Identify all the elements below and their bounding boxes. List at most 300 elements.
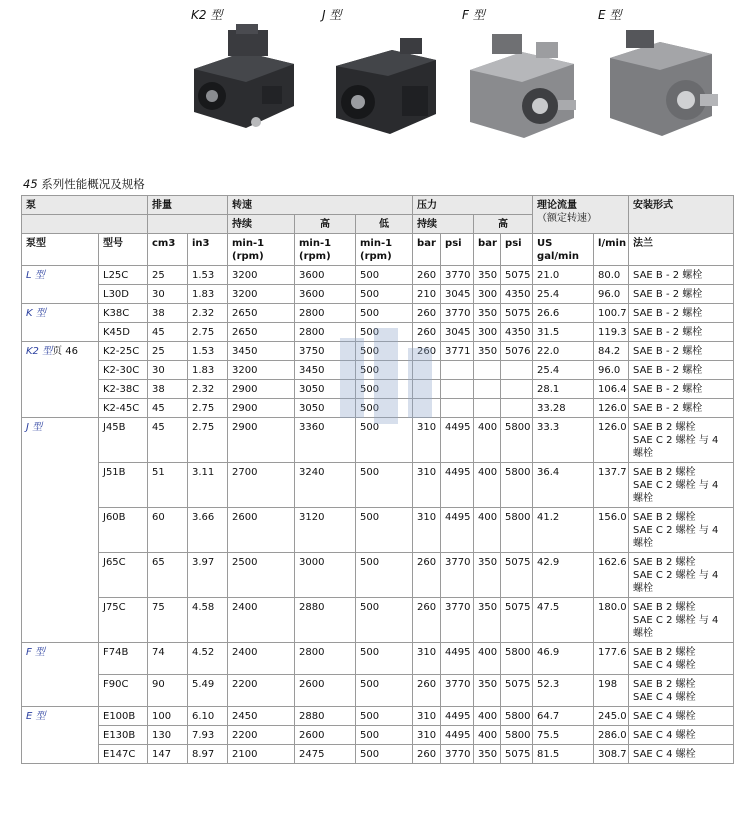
bar1-cell: 310	[413, 707, 441, 726]
bar1-cell: 310	[413, 508, 441, 553]
header-in3: in3	[188, 234, 228, 266]
cont-cell: 3200	[228, 361, 295, 380]
cont-cell: 3200	[228, 285, 295, 304]
lmin-cell: 162.6	[594, 553, 629, 598]
model-cell: J60B	[99, 508, 148, 553]
psi1-cell: 4495	[441, 643, 474, 675]
psi1-cell	[441, 361, 474, 380]
bar1-cell	[413, 399, 441, 418]
psi2-cell	[501, 361, 533, 380]
low-cell: 500	[356, 418, 413, 463]
model-cell: J75C	[99, 598, 148, 643]
high-cell: 3000	[295, 553, 356, 598]
psi2-cell: 5800	[501, 508, 533, 553]
table-row	[22, 342, 734, 361]
lmin-cell: 308.7	[594, 745, 629, 764]
low-cell: 500	[356, 553, 413, 598]
table-row	[22, 304, 734, 323]
bar2-cell: 300	[474, 323, 501, 342]
gal-cell: 75.5	[533, 726, 594, 745]
model-cell: E147C	[99, 745, 148, 764]
psi1-cell: 4495	[441, 418, 474, 463]
header-pressure: 压力	[413, 196, 533, 215]
bar2-cell: 350	[474, 304, 501, 323]
psi1-cell: 3770	[441, 304, 474, 323]
high-cell: 3120	[295, 508, 356, 553]
cm3-cell: 25	[148, 266, 188, 285]
cm3-cell: 75	[148, 598, 188, 643]
gal-cell: 42.9	[533, 553, 594, 598]
mount-cell: SAE C 4 螺栓	[629, 745, 734, 764]
header-model: 型号	[99, 234, 148, 266]
high-cell: 3450	[295, 361, 356, 380]
psi2-cell: 5800	[501, 726, 533, 745]
model-cell: L30D	[99, 285, 148, 304]
cm3-cell: 60	[148, 508, 188, 553]
psi2-cell: 5076	[501, 342, 533, 361]
pump-type-link[interactable]: K2 型	[26, 346, 53, 357]
low-cell: 500	[356, 598, 413, 643]
model-cell: K2-38C	[99, 380, 148, 399]
model-cell: F90C	[99, 675, 148, 707]
header-flow	[533, 196, 629, 234]
high-cell: 3240	[295, 463, 356, 508]
psi2-cell	[501, 399, 533, 418]
psi2-cell: 5800	[501, 707, 533, 726]
model-cell: K38C	[99, 304, 148, 323]
in3-cell: 4.58	[188, 598, 228, 643]
bar1-cell: 260	[413, 266, 441, 285]
table-row	[22, 726, 734, 745]
mount-cell: SAE B 2 螺栓 SAE C 2 螺栓 与 4 螺栓	[629, 463, 734, 508]
in3-cell: 5.49	[188, 675, 228, 707]
bar1-cell: 260	[413, 675, 441, 707]
mount-cell: SAE B 2 螺栓 SAE C 2 螺栓 与 4 螺栓	[629, 553, 734, 598]
high-cell: 2475	[295, 745, 356, 764]
table-row	[22, 380, 734, 399]
high-cell: 2600	[295, 726, 356, 745]
header-rpm-low: min-1 (rpm)	[356, 234, 413, 266]
model-cell: J45B	[99, 418, 148, 463]
model-cell: L25C	[99, 266, 148, 285]
pump-type-cell	[22, 643, 99, 707]
header-row-3	[22, 234, 734, 266]
low-cell: 500	[356, 726, 413, 745]
cont-cell: 2200	[228, 726, 295, 745]
lmin-cell: 137.7	[594, 463, 629, 508]
low-cell: 500	[356, 304, 413, 323]
bar1-cell: 260	[413, 745, 441, 764]
psi2-cell: 5800	[501, 643, 533, 675]
pump-f-image	[462, 30, 580, 142]
cont-cell: 2900	[228, 399, 295, 418]
bar2-cell: 400	[474, 463, 501, 508]
cm3-cell: 38	[148, 380, 188, 399]
lmin-cell: 106.4	[594, 380, 629, 399]
mount-cell: SAE C 4 螺栓	[629, 707, 734, 726]
lmin-cell: 96.0	[594, 361, 629, 380]
gal-cell: 64.7	[533, 707, 594, 726]
cm3-cell: 38	[148, 304, 188, 323]
cont-cell: 2450	[228, 707, 295, 726]
psi2-cell: 5075	[501, 304, 533, 323]
section-title-text: 系列性能概况及规格	[37, 177, 145, 191]
in3-cell: 3.97	[188, 553, 228, 598]
gal-cell: 21.0	[533, 266, 594, 285]
lmin-cell: 156.0	[594, 508, 629, 553]
model-cell: J65C	[99, 553, 148, 598]
in3-cell: 4.52	[188, 643, 228, 675]
in3-cell: 2.75	[188, 323, 228, 342]
mount-cell: SAE B 2 螺栓 SAE C 2 螺栓 与 4 螺栓	[629, 508, 734, 553]
model-cell: J51B	[99, 463, 148, 508]
gal-cell: 46.9	[533, 643, 594, 675]
in3-cell: 1.83	[188, 361, 228, 380]
in3-cell: 3.66	[188, 508, 228, 553]
section-title	[23, 176, 145, 192]
bar2-cell	[474, 380, 501, 399]
lmin-cell: 286.0	[594, 726, 629, 745]
cont-cell: 3200	[228, 266, 295, 285]
header-lmin: l/min	[594, 234, 629, 266]
low-cell: 500	[356, 745, 413, 764]
low-cell: 500	[356, 266, 413, 285]
table-row	[22, 508, 734, 553]
cont-cell: 3450	[228, 342, 295, 361]
high-cell: 2600	[295, 675, 356, 707]
cm3-cell: 147	[148, 745, 188, 764]
header-rpm-high: min-1 (rpm)	[295, 234, 356, 266]
bar1-cell	[413, 380, 441, 399]
lmin-cell: 84.2	[594, 342, 629, 361]
bar2-cell: 350	[474, 745, 501, 764]
gal-cell: 25.4	[533, 285, 594, 304]
pump-type-page-ref: 页 46	[52, 346, 79, 357]
cont-cell: 2650	[228, 304, 295, 323]
lmin-cell: 126.0	[594, 399, 629, 418]
in3-cell: 2.32	[188, 380, 228, 399]
low-cell: 500	[356, 361, 413, 380]
header-speed: 转速	[228, 196, 413, 215]
psi2-cell: 5800	[501, 418, 533, 463]
psi1-cell: 4495	[441, 508, 474, 553]
psi1-cell: 3770	[441, 598, 474, 643]
table-row	[22, 675, 734, 707]
lmin-cell: 245.0	[594, 707, 629, 726]
bar1-cell: 260	[413, 553, 441, 598]
cm3-cell: 45	[148, 418, 188, 463]
gal-cell: 41.2	[533, 508, 594, 553]
psi1-cell: 3045	[441, 323, 474, 342]
pump-type-link[interactable]: E 型	[26, 711, 46, 722]
psi1-cell: 3770	[441, 266, 474, 285]
gal-cell: 25.4	[533, 361, 594, 380]
in3-cell: 6.10	[188, 707, 228, 726]
header-bar2: bar	[474, 234, 501, 266]
in3-cell: 8.97	[188, 745, 228, 764]
cm3-cell: 100	[148, 707, 188, 726]
psi1-cell: 3770	[441, 553, 474, 598]
photo-caption-f: F 型	[462, 8, 485, 22]
bar2-cell: 400	[474, 707, 501, 726]
product-photos	[0, 0, 749, 170]
header-pump: 泵	[22, 196, 148, 215]
bar1-cell: 310	[413, 418, 441, 463]
cm3-cell: 45	[148, 399, 188, 418]
low-cell: 500	[356, 399, 413, 418]
header-low: 低	[356, 215, 413, 234]
gal-cell: 22.0	[533, 342, 594, 361]
in3-cell: 7.93	[188, 726, 228, 745]
bar2-cell	[474, 399, 501, 418]
psi2-cell	[501, 380, 533, 399]
cont-cell: 2600	[228, 508, 295, 553]
model-cell: E100B	[99, 707, 148, 726]
gal-cell: 31.5	[533, 323, 594, 342]
photo-caption-e: E 型	[598, 8, 622, 22]
model-cell: E130B	[99, 726, 148, 745]
gal-cell: 52.3	[533, 675, 594, 707]
psi2-cell: 5075	[501, 266, 533, 285]
in3-cell: 1.83	[188, 285, 228, 304]
bar2-cell: 300	[474, 285, 501, 304]
pump-type-cell	[22, 707, 99, 764]
pump-type-cell	[22, 342, 99, 418]
psi2-cell: 5075	[501, 598, 533, 643]
high-cell: 3050	[295, 380, 356, 399]
mount-cell: SAE B 2 螺栓 SAE C 4 螺栓	[629, 675, 734, 707]
high-cell: 2800	[295, 323, 356, 342]
photo-caption-j: J 型	[322, 8, 342, 22]
pump-e-image	[602, 28, 720, 140]
mount-cell: SAE C 4 螺栓	[629, 726, 734, 745]
mount-cell: SAE B - 2 螺栓	[629, 361, 734, 380]
header-pump-blank	[22, 215, 148, 234]
high-cell: 3360	[295, 418, 356, 463]
model-cell: K2-45C	[99, 399, 148, 418]
pump-k2-image	[184, 24, 302, 134]
high-cell: 2800	[295, 643, 356, 675]
table-row	[22, 361, 734, 380]
table-row	[22, 643, 734, 675]
in3-cell: 2.75	[188, 418, 228, 463]
table-row	[22, 745, 734, 764]
header-usgal: US gal/min	[533, 234, 594, 266]
bar2-cell: 350	[474, 598, 501, 643]
cont-cell: 2650	[228, 323, 295, 342]
model-cell: K45D	[99, 323, 148, 342]
section-number: 45	[23, 177, 38, 191]
model-cell: K2-25C	[99, 342, 148, 361]
cont-cell: 2100	[228, 745, 295, 764]
high-cell: 2800	[295, 304, 356, 323]
bar2-cell: 400	[474, 726, 501, 745]
low-cell: 500	[356, 323, 413, 342]
mount-cell: SAE B - 2 螺栓	[629, 399, 734, 418]
lmin-cell: 177.6	[594, 643, 629, 675]
psi2-cell: 4350	[501, 323, 533, 342]
low-cell: 500	[356, 463, 413, 508]
mount-cell: SAE B 2 螺栓 SAE C 2 螺栓 与 4 螺栓	[629, 418, 734, 463]
cm3-cell: 90	[148, 675, 188, 707]
mount-cell: SAE B - 2 螺栓	[629, 266, 734, 285]
mount-cell: SAE B - 2 螺栓	[629, 380, 734, 399]
psi2-cell: 5800	[501, 463, 533, 508]
bar2-cell: 400	[474, 643, 501, 675]
table-row	[22, 707, 734, 726]
model-cell: F74B	[99, 643, 148, 675]
psi2-cell: 5075	[501, 675, 533, 707]
photo-caption-k2: K2 型	[191, 8, 223, 22]
bar1-cell: 310	[413, 643, 441, 675]
mount-cell: SAE B 2 螺栓 SAE C 4 螺栓	[629, 643, 734, 675]
cont-cell: 2400	[228, 598, 295, 643]
cont-cell: 2500	[228, 553, 295, 598]
gal-cell: 47.5	[533, 598, 594, 643]
cm3-cell: 74	[148, 643, 188, 675]
cont-cell: 2200	[228, 675, 295, 707]
lmin-cell: 100.7	[594, 304, 629, 323]
high-cell: 2880	[295, 598, 356, 643]
mount-cell: SAE B - 2 螺栓	[629, 285, 734, 304]
pump-type-cell	[22, 418, 99, 643]
bar1-cell: 260	[413, 304, 441, 323]
low-cell: 500	[356, 675, 413, 707]
bar2-cell: 400	[474, 418, 501, 463]
bar1-cell: 310	[413, 463, 441, 508]
psi1-cell: 3045	[441, 285, 474, 304]
psi2-cell: 5075	[501, 745, 533, 764]
header-continuous: 持续	[228, 215, 295, 234]
bar1-cell: 260	[413, 342, 441, 361]
header-flange: 法兰	[629, 234, 734, 266]
low-cell: 500	[356, 285, 413, 304]
lmin-cell: 126.0	[594, 418, 629, 463]
bar1-cell: 260	[413, 323, 441, 342]
psi1-cell	[441, 380, 474, 399]
header-displacement: 排量	[148, 196, 228, 215]
low-cell: 500	[356, 342, 413, 361]
bar1-cell: 210	[413, 285, 441, 304]
cont-cell: 2700	[228, 463, 295, 508]
cm3-cell: 65	[148, 553, 188, 598]
low-cell: 500	[356, 643, 413, 675]
pump-j-image	[330, 36, 440, 136]
table-row	[22, 399, 734, 418]
pump-type-link[interactable]: J 型	[26, 422, 43, 433]
gal-cell: 33.3	[533, 418, 594, 463]
cm3-cell: 45	[148, 323, 188, 342]
table-row	[22, 323, 734, 342]
pump-type-link[interactable]: L 型	[26, 270, 45, 281]
in3-cell: 1.53	[188, 342, 228, 361]
cont-cell: 2900	[228, 418, 295, 463]
lmin-cell: 80.0	[594, 266, 629, 285]
bar2-cell	[474, 361, 501, 380]
mount-cell: SAE B - 2 螺栓	[629, 323, 734, 342]
in3-cell: 3.11	[188, 463, 228, 508]
high-cell: 2880	[295, 707, 356, 726]
header-flow-label: 理论流量	[537, 200, 578, 211]
high-cell: 3750	[295, 342, 356, 361]
table-row	[22, 553, 734, 598]
gal-cell: 33.28	[533, 399, 594, 418]
high-cell: 3600	[295, 266, 356, 285]
header-bar1: bar	[413, 234, 441, 266]
table-row	[22, 463, 734, 508]
pump-type-cell	[22, 304, 99, 342]
pump-type-cell	[22, 266, 99, 304]
header-row-1	[22, 196, 734, 215]
header-psi1: psi	[441, 234, 474, 266]
low-cell: 500	[356, 707, 413, 726]
gal-cell: 26.6	[533, 304, 594, 323]
low-cell: 500	[356, 380, 413, 399]
cont-cell: 2900	[228, 380, 295, 399]
table-row	[22, 266, 734, 285]
cont-cell: 2400	[228, 643, 295, 675]
psi1-cell: 4495	[441, 726, 474, 745]
cm3-cell: 25	[148, 342, 188, 361]
high-cell: 3050	[295, 399, 356, 418]
in3-cell: 1.53	[188, 266, 228, 285]
in3-cell: 2.32	[188, 304, 228, 323]
cm3-cell: 130	[148, 726, 188, 745]
mount-cell: SAE B - 2 螺栓	[629, 304, 734, 323]
psi1-cell	[441, 399, 474, 418]
cm3-cell: 30	[148, 361, 188, 380]
pump-type-link[interactable]: K 型	[26, 308, 46, 319]
spec-table	[21, 195, 734, 764]
psi1-cell: 3770	[441, 675, 474, 707]
pump-type-link[interactable]: F 型	[26, 647, 45, 658]
cm3-cell: 51	[148, 463, 188, 508]
bar1-cell	[413, 361, 441, 380]
header-psi2: psi	[501, 234, 533, 266]
header-p-high: 高	[474, 215, 533, 234]
mount-cell: SAE B 2 螺栓 SAE C 2 螺栓 与 4 螺栓	[629, 598, 734, 643]
gal-cell: 81.5	[533, 745, 594, 764]
header-displacement-blank	[148, 215, 228, 234]
psi1-cell: 3771	[441, 342, 474, 361]
header-mount: 安装形式	[629, 196, 734, 234]
header-rpm-cont: min-1 (rpm)	[228, 234, 295, 266]
table-row	[22, 418, 734, 463]
low-cell: 500	[356, 508, 413, 553]
header-p-continuous: 持续	[413, 215, 474, 234]
spec-table-body	[22, 196, 734, 764]
bar2-cell: 400	[474, 508, 501, 553]
bar2-cell: 350	[474, 553, 501, 598]
bar1-cell: 260	[413, 598, 441, 643]
bar2-cell: 350	[474, 675, 501, 707]
gal-cell: 28.1	[533, 380, 594, 399]
table-row	[22, 285, 734, 304]
bar2-cell: 350	[474, 266, 501, 285]
psi1-cell: 4495	[441, 463, 474, 508]
psi2-cell: 5075	[501, 553, 533, 598]
header-pump-type: 泵型	[22, 234, 99, 266]
bar1-cell: 310	[413, 726, 441, 745]
high-cell: 3600	[295, 285, 356, 304]
bar2-cell: 350	[474, 342, 501, 361]
mount-cell: SAE B - 2 螺栓	[629, 342, 734, 361]
psi1-cell: 3770	[441, 745, 474, 764]
lmin-cell: 96.0	[594, 285, 629, 304]
lmin-cell: 119.3	[594, 323, 629, 342]
lmin-cell: 180.0	[594, 598, 629, 643]
in3-cell: 2.75	[188, 399, 228, 418]
